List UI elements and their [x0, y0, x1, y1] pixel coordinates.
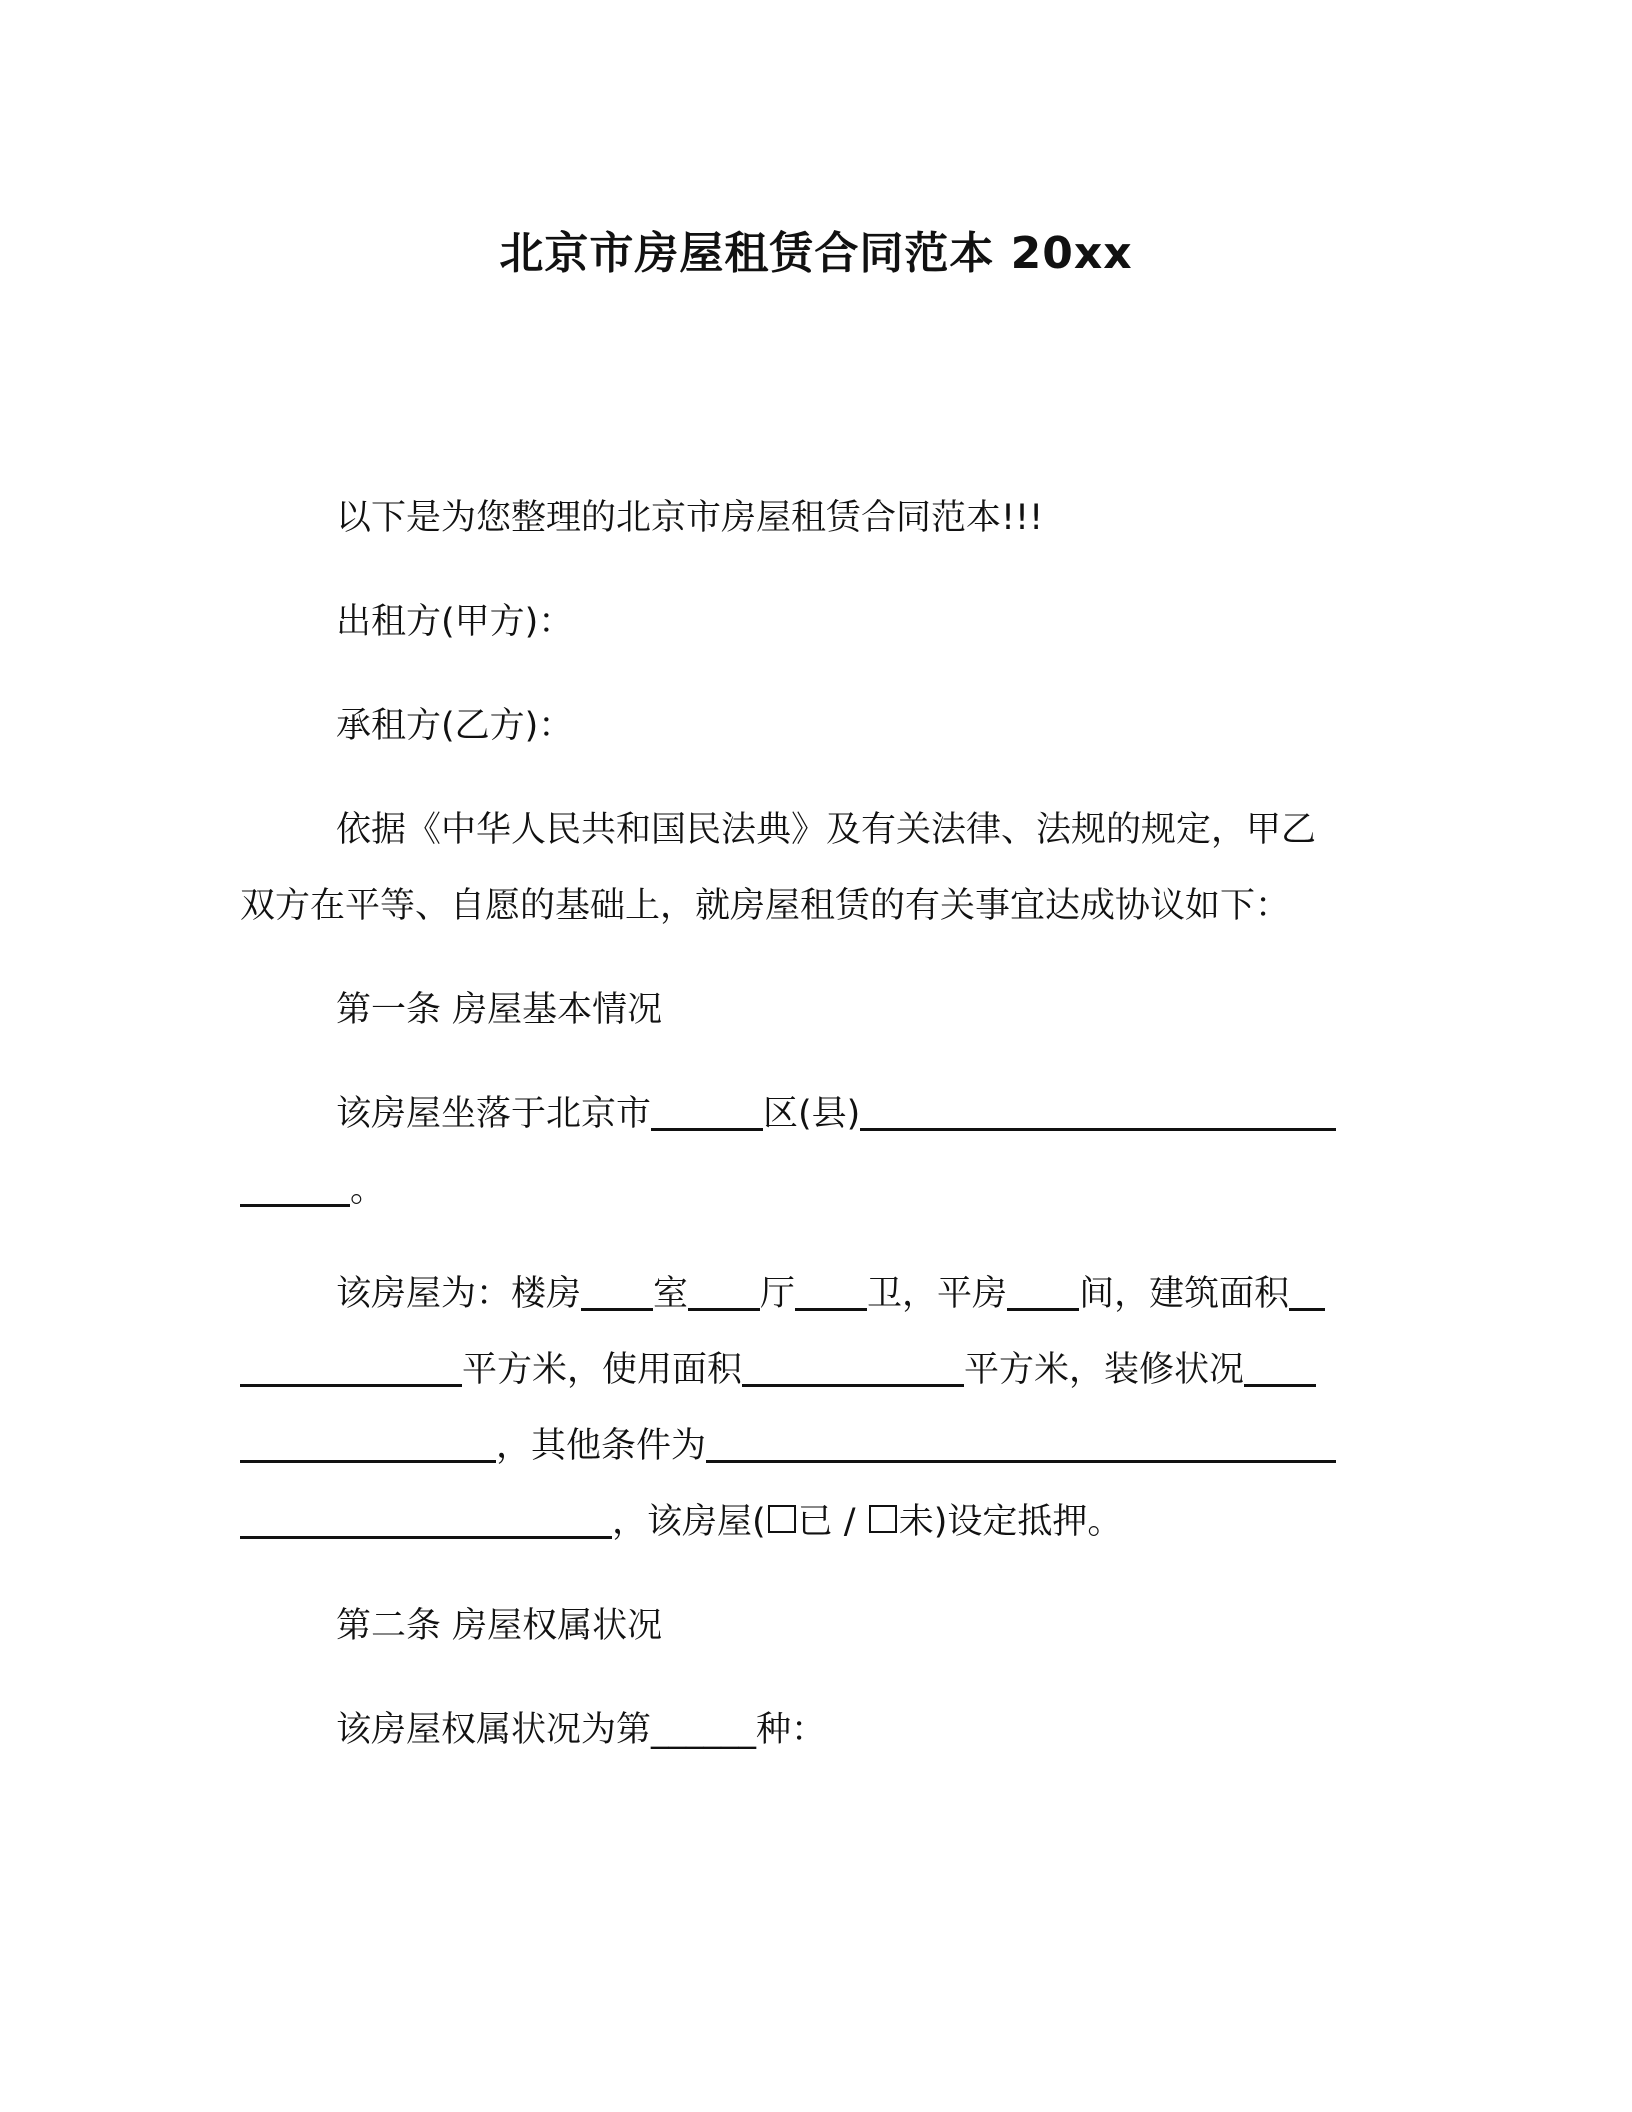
- baths-blank[interactable]: [795, 1270, 867, 1311]
- decoration-blank-continued[interactable]: [240, 1422, 496, 1463]
- party-a-label: 出租方(甲方)：: [336, 602, 574, 642]
- description-line-4: [240, 1498, 1122, 1546]
- location-text-b: 区(县): [763, 1094, 861, 1134]
- desc-text-f: 平方米，使用面积: [462, 1350, 743, 1390]
- desc-text-a: 该房屋为：楼房: [336, 1274, 582, 1314]
- mortgaged-checkbox[interactable]: [768, 1505, 796, 1533]
- location-text-a: 该房屋坐落于北京市: [336, 1094, 652, 1134]
- address-blank[interactable]: [860, 1090, 1336, 1131]
- party-b-label: 承租方(乙方)：: [336, 706, 574, 746]
- desc-text-d: 卫，平房: [867, 1274, 1008, 1314]
- rooms-blank[interactable]: [581, 1270, 653, 1311]
- description-line-1: [336, 1270, 1325, 1318]
- location-line-2: [240, 1166, 385, 1214]
- ownership-text: 该房屋权属状况为第______种：: [336, 1710, 827, 1750]
- document-title: 北京市房屋租赁合同范本 20xx: [499, 228, 1133, 279]
- article-2-heading: 第二条 房屋权属状况: [336, 1606, 663, 1646]
- usable-area-blank[interactable]: [742, 1346, 964, 1387]
- desc-text-e: 间，建筑面积: [1079, 1274, 1290, 1314]
- desc-text-b: 室: [653, 1274, 689, 1314]
- building-area-blank[interactable]: [1289, 1270, 1325, 1311]
- location-end: 。: [350, 1170, 386, 1210]
- building-area-blank-continued[interactable]: [240, 1346, 462, 1387]
- description-line-3: [240, 1422, 1336, 1470]
- desc-text-j: 已 /: [797, 1502, 867, 1542]
- bungalow-rooms-blank[interactable]: [1007, 1270, 1079, 1311]
- desc-text-g: 平方米，装修状况: [964, 1350, 1245, 1390]
- desc-text-i: ，该房屋(: [612, 1502, 766, 1542]
- location-line: [336, 1090, 1336, 1138]
- desc-text-c: 厅: [760, 1274, 796, 1314]
- intro-text: 以下是为您整理的北京市房屋租赁合同范本!!!: [336, 498, 1044, 538]
- decoration-blank[interactable]: [1244, 1346, 1316, 1387]
- desc-text-k: 未)设定抵押。: [898, 1502, 1123, 1542]
- other-conditions-blank-continued[interactable]: [240, 1498, 612, 1539]
- preamble-line-1: 依据《中华人民共和国民法典》及有关法律、法规的规定，甲乙: [336, 810, 1317, 850]
- article-1-heading: 第一条 房屋基本情况: [336, 990, 663, 1030]
- not-mortgaged-checkbox[interactable]: [869, 1505, 897, 1533]
- desc-text-h: ，其他条件为: [496, 1426, 707, 1466]
- preamble-line-2: 双方在平等、自愿的基础上，就房屋租赁的有关事宜达成协议如下：: [240, 886, 1291, 926]
- other-conditions-blank[interactable]: [706, 1422, 1336, 1463]
- halls-blank[interactable]: [688, 1270, 760, 1311]
- address-blank-continued[interactable]: [240, 1166, 350, 1207]
- description-line-2: [240, 1346, 1316, 1394]
- district-blank[interactable]: [651, 1090, 763, 1131]
